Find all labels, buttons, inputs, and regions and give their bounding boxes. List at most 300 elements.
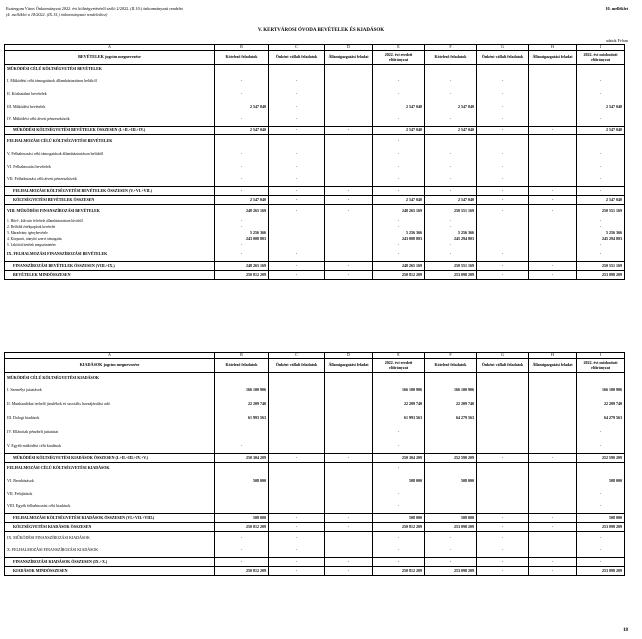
header-annex-number: 10. melléklet [605, 6, 628, 11]
cell-value: - [373, 426, 425, 440]
cell-value: 22 209 740 [373, 398, 425, 412]
cell-value: - [215, 161, 269, 174]
column-letter: B [215, 45, 269, 51]
cell-value [529, 475, 577, 488]
cell-value: - [425, 249, 477, 262]
cell-value: - [269, 249, 325, 262]
column-letter: B [215, 353, 269, 359]
cell-value [529, 440, 577, 454]
cell-value [529, 501, 577, 514]
cell-value [425, 426, 477, 440]
row-label: MŰKÖDÉSI CÉLÚ KÖLTSÉGVETÉSI KIADÁSOK [5, 373, 215, 384]
cell-value [325, 475, 373, 488]
cell-value: - [425, 219, 477, 225]
row-label: MŰKÖDÉSI CÉLÚ KÖLTSÉGVETÉSI BEVÉTELEK [5, 65, 215, 75]
cell-value: - [477, 75, 529, 88]
cell-value [325, 373, 373, 384]
cell-value [269, 440, 325, 454]
cell-value: - [529, 196, 577, 205]
cell-value: - [373, 225, 425, 231]
column-letter: F [425, 353, 477, 359]
income-row [5, 196, 625, 205]
expense-row [5, 523, 625, 532]
cell-value [325, 398, 373, 412]
expense-row [5, 426, 625, 440]
column-letter: I [577, 45, 625, 51]
cell-value: - [577, 174, 625, 187]
cell-value [325, 65, 373, 75]
row-label: I. Személyi juttatások [5, 384, 215, 398]
cell-value [215, 135, 269, 148]
row-label: MŰKÖDÉSI KÖLTSÉGVETÉSI BEVÉTELEK ÖSSZESEN (I.+II.+III.+IV.) [5, 127, 215, 135]
cell-value: 61 993 563 [373, 412, 425, 426]
header-annex-line: (4. melléklet a 18/2022. (IX.15.) önkormányzati rendelethez) [6, 12, 108, 17]
row-label: FINANSZÍROZÁSI BEVÉTELEK ÖSSZESEN (VIII.+IX.) [5, 262, 215, 271]
cell-value [529, 426, 577, 440]
cell-value: - [373, 114, 425, 127]
row-label: IV. Ellátottak pénzbeli juttatásai [5, 426, 215, 440]
cell-value: 508 000 [373, 475, 425, 488]
income-row [5, 135, 625, 148]
cell-value: - [269, 514, 325, 523]
cell-value: - [477, 161, 529, 174]
cell-value: - [425, 225, 477, 231]
column-letter: I [577, 353, 625, 359]
cell-value: 2 547 040 [577, 196, 625, 205]
cell-value: - [373, 532, 425, 545]
cell-value [529, 384, 577, 398]
cell-value: 5 256 366 [425, 231, 477, 237]
cell-value: 508 000 [425, 475, 477, 488]
cell-value [325, 101, 373, 114]
cell-value [325, 412, 373, 426]
cell-value: 253 098 209 [425, 523, 477, 532]
cell-value: - [373, 148, 425, 161]
income-row [5, 249, 625, 262]
cell-value: - [529, 558, 577, 567]
cell-value: 243 008 803 [215, 237, 269, 243]
unit-note: adatok Ft-ban [605, 38, 628, 43]
cell-value: - [425, 114, 477, 127]
row-label: III. Működési bevételek [5, 101, 215, 114]
cell-value: 166 100 906 [373, 384, 425, 398]
expense-row [5, 545, 625, 558]
cell-value: 245 294 803 [425, 237, 477, 243]
page-number: 18 [623, 628, 628, 633]
column-letter: D [325, 45, 373, 51]
row-label: II. Közhatalmi bevételek [5, 88, 215, 101]
cell-value: 253 098 209 [577, 523, 625, 532]
cell-value [269, 65, 325, 75]
cell-value: - [529, 567, 577, 576]
cell-value [529, 373, 577, 384]
cell-value: - [373, 243, 425, 249]
cell-value: 508 000 [215, 514, 269, 523]
cell-value: 250 551 169 [425, 205, 477, 219]
cell-value [325, 545, 373, 558]
expense-row [5, 412, 625, 426]
cell-value: - [325, 127, 373, 135]
cell-value [269, 384, 325, 398]
cell-value: - [269, 567, 325, 576]
cell-value: - [425, 187, 477, 196]
cell-value: - [325, 271, 373, 280]
column-letter: C [269, 353, 325, 359]
cell-value: - [325, 205, 373, 219]
cell-value: - [215, 174, 269, 187]
cell-value [577, 65, 625, 75]
column-header: 2022. évi módosított előirányzat [577, 359, 625, 373]
cell-value [529, 161, 577, 174]
cell-value [215, 488, 269, 501]
cell-value [577, 135, 625, 148]
cell-value: - [577, 148, 625, 161]
cell-value: 22 209 740 [215, 398, 269, 412]
cell-value [325, 161, 373, 174]
cell-value [325, 174, 373, 187]
cell-value [425, 488, 477, 501]
cell-value: 2 547 040 [577, 127, 625, 135]
cell-value: 508 000 [425, 514, 477, 523]
cell-value: 250 812 209 [215, 523, 269, 532]
cell-value [325, 88, 373, 101]
cell-value: - [529, 187, 577, 196]
page-title: V. KERTVÁROSI ÓVODA BEVÉTELEK ÉS KIADÁSOK [257, 28, 385, 33]
cell-value [529, 88, 577, 101]
cell-value: - [373, 488, 425, 501]
cell-value [269, 135, 325, 148]
cell-value: - [577, 532, 625, 545]
cell-value: - [269, 127, 325, 135]
cell-value: - [477, 249, 529, 262]
expense-row [5, 475, 625, 488]
cell-value [477, 384, 529, 398]
expense-row [5, 558, 625, 567]
row-label: IV. Működési célú átvett pénzeszközök [5, 114, 215, 127]
cell-value: 508 000 [577, 514, 625, 523]
cell-value [373, 65, 425, 75]
income-row [5, 88, 625, 101]
cell-value: 245 294 803 [577, 237, 625, 243]
cell-value [425, 135, 477, 148]
row-label: 5. Lekötött betétek megszüntetése [5, 243, 215, 249]
column-header: Államigazgatási feladat [529, 359, 577, 373]
cell-value: - [373, 174, 425, 187]
cell-value: 250 812 209 [373, 271, 425, 280]
income-row [5, 75, 625, 88]
cell-value [577, 463, 625, 475]
cell-value: - [477, 127, 529, 135]
cell-value [529, 65, 577, 75]
cell-value [325, 426, 373, 440]
cell-value: - [477, 532, 529, 545]
column-letter: A [5, 353, 215, 359]
income-row [5, 114, 625, 127]
cell-value: - [325, 262, 373, 271]
income-row [5, 262, 625, 271]
cell-value [477, 501, 529, 514]
column-header: Önként vállalt feladatok [269, 359, 325, 373]
expense-row [5, 463, 625, 475]
expense-row [5, 532, 625, 545]
cell-value: 2 547 040 [425, 127, 477, 135]
cell-value: - [215, 219, 269, 225]
cell-value: - [269, 161, 325, 174]
cell-value: - [215, 225, 269, 231]
row-label: BEVÉTELEK MINDÖSSZESEN [5, 271, 215, 280]
cell-value [373, 373, 425, 384]
expense-header-row [5, 359, 625, 373]
cell-value: 22 209 740 [425, 398, 477, 412]
cell-value: - [477, 514, 529, 523]
cell-value: - [269, 532, 325, 545]
column-letter: D [325, 353, 373, 359]
cell-value [477, 412, 529, 426]
cell-value: 166 100 906 [425, 384, 477, 398]
cell-value: - [269, 75, 325, 88]
cell-value: 508 000 [577, 475, 625, 488]
cell-value: - [373, 249, 425, 262]
row-label: VII. Felújítások [5, 488, 215, 501]
cell-value: - [269, 454, 325, 463]
cell-value: - [215, 114, 269, 127]
income-row [5, 205, 625, 219]
expense-row [5, 488, 625, 501]
row-label: FELHALMOZÁSI KÖLTSÉGVETÉSI BEVÉTELEK ÖSSZESEN (V.+VI.+VII.) [5, 187, 215, 196]
cell-value: - [373, 135, 425, 148]
cell-value: 22 209 740 [577, 398, 625, 412]
cell-value: 253 098 209 [577, 271, 625, 280]
cell-value: 2 547 040 [215, 127, 269, 135]
cell-value: 252 590 209 [425, 454, 477, 463]
cell-value: 250 812 209 [373, 567, 425, 576]
cell-value: - [425, 88, 477, 101]
cell-value [477, 463, 529, 475]
cell-value [325, 440, 373, 454]
column-letter: A [5, 45, 215, 51]
cell-value: - [425, 545, 477, 558]
cell-value: - [373, 219, 425, 225]
cell-value: - [477, 205, 529, 219]
cell-value: 5 256 366 [215, 231, 269, 237]
cell-value: - [215, 75, 269, 88]
expense-table [4, 352, 625, 576]
cell-value: - [577, 488, 625, 501]
cell-value: - [477, 558, 529, 567]
cell-value: - [373, 187, 425, 196]
cell-value [577, 373, 625, 384]
cell-value: - [529, 454, 577, 463]
cell-value: 250 812 209 [215, 271, 269, 280]
column-header: Kötelező feladatok [425, 359, 477, 373]
row-label: 4. Központi, irányító szervi támogatás [5, 237, 215, 243]
cell-value: - [425, 161, 477, 174]
cell-value: - [529, 205, 577, 219]
cell-value: - [215, 187, 269, 196]
cell-value: 508 000 [215, 475, 269, 488]
row-label: KÖLTSÉGVETÉSI BEVÉTELEK ÖSSZESEN [5, 196, 215, 205]
cell-value: - [425, 558, 477, 567]
cell-value: - [577, 187, 625, 196]
cell-value [477, 65, 529, 75]
income-row [5, 174, 625, 187]
expense-row [5, 384, 625, 398]
cell-value: - [529, 271, 577, 280]
cell-value [325, 135, 373, 148]
cell-value: 248 265 169 [215, 262, 269, 271]
cell-value: - [373, 440, 425, 454]
income-table [4, 44, 625, 280]
cell-value [529, 75, 577, 88]
row-label: FELHALMOZÁSI KÖLTSÉGVETÉSI KIADÁSOK ÖSSZESEN (VI.+VII.+VIII.) [5, 514, 215, 523]
cell-value [269, 488, 325, 501]
column-letter: E [373, 45, 425, 51]
cell-value: - [577, 219, 625, 225]
cell-value: - [269, 205, 325, 219]
cell-value: 5 256 366 [577, 231, 625, 237]
cell-value: - [373, 161, 425, 174]
cell-value [425, 463, 477, 475]
income-row [5, 148, 625, 161]
cell-value: 166 100 906 [577, 384, 625, 398]
cell-value: - [425, 174, 477, 187]
row-label: FELHALMOZÁSI CÉLÚ KÖLTSÉGVETÉSI BEVÉTELEK [5, 135, 215, 148]
row-label: II. Munkaadókat terhelő járulékok és szociális hozzájárulási adó [5, 398, 215, 412]
cell-value [215, 65, 269, 75]
cell-value: - [215, 440, 269, 454]
cell-value: - [425, 243, 477, 249]
row-label: KIADÁSOK MINDÖSSZESEN [5, 567, 215, 576]
column-letter: G [477, 353, 529, 359]
cell-value: - [529, 514, 577, 523]
cell-value [477, 373, 529, 384]
cell-value [325, 148, 373, 161]
column-letter: F [425, 45, 477, 51]
cell-value: - [477, 174, 529, 187]
cell-value: - [425, 75, 477, 88]
cell-value: - [325, 558, 373, 567]
cell-value: - [577, 88, 625, 101]
cell-value [529, 174, 577, 187]
cell-value [477, 475, 529, 488]
cell-value: - [269, 545, 325, 558]
column-header: Államigazgatási feladat [529, 51, 577, 65]
cell-value: - [269, 271, 325, 280]
cell-value: - [477, 567, 529, 576]
cell-value: 248 265 169 [373, 262, 425, 271]
cell-value: 250 551 169 [577, 205, 625, 219]
cell-value: 250 812 209 [215, 567, 269, 576]
column-letter: H [529, 45, 577, 51]
cell-value: 2 547 040 [215, 101, 269, 114]
cell-value: 166 100 906 [215, 384, 269, 398]
row-label: V. Felhalmozási célú támogatások államháztartáson belülről [5, 148, 215, 161]
cell-value: 64 279 563 [577, 412, 625, 426]
cell-value [325, 114, 373, 127]
cell-value: - [325, 187, 373, 196]
column-header: BEVÉTELEK jogcím megnevezése [5, 51, 215, 65]
cell-value [477, 426, 529, 440]
column-header: Önként vállalt feladatok [477, 51, 529, 65]
cell-value [477, 440, 529, 454]
cell-value [529, 532, 577, 545]
expense-row [5, 501, 625, 514]
cell-value: - [325, 514, 373, 523]
row-label: FELHALMOZÁSI CÉLÚ KÖLTSÉGVETÉSI KIADÁSOK [5, 463, 215, 475]
income-row [5, 101, 625, 114]
cell-value: - [425, 532, 477, 545]
row-label: IX. FELHALMOZÁSI FINANSZÍROZÁSI BEVÉTELEK [5, 249, 215, 262]
row-label: IX. MŰKÖDÉSI FINANSZÍROZÁSI KIADÁSOK [5, 532, 215, 545]
row-label: KÖLTSÉGVETÉSI KIADÁSOK ÖSSZESEN [5, 523, 215, 532]
cell-value [215, 373, 269, 384]
cell-value: - [373, 463, 425, 475]
column-letter: G [477, 45, 529, 51]
cell-value: - [477, 187, 529, 196]
cell-value: 2 547 040 [425, 101, 477, 114]
cell-value: - [325, 567, 373, 576]
column-header: 2022. évi eredeti előirányzat [373, 359, 425, 373]
cell-value [269, 373, 325, 384]
cell-value: 248 265 169 [215, 205, 269, 219]
cell-value: - [373, 75, 425, 88]
cell-value [269, 426, 325, 440]
cell-value: - [577, 114, 625, 127]
cell-value [325, 532, 373, 545]
column-header: Kötelező feladatok [425, 51, 477, 65]
column-header: Önként vállalt feladatok [477, 359, 529, 373]
row-label: X. FELHALMOZÁSI FINANSZÍROZÁSI KIADÁSOK [5, 545, 215, 558]
cell-value [325, 463, 373, 475]
cell-value: 5 256 366 [373, 231, 425, 237]
cell-value: - [269, 174, 325, 187]
row-label: VIII. MŰKÖDÉSI FINANSZÍROZÁSI BEVÉTELEK [5, 205, 215, 219]
cell-value [529, 545, 577, 558]
cell-value: - [477, 545, 529, 558]
cell-value: 250 304 209 [215, 454, 269, 463]
cell-value: - [477, 114, 529, 127]
cell-value: - [577, 243, 625, 249]
cell-value: - [577, 75, 625, 88]
cell-value: 253 098 209 [425, 271, 477, 280]
cell-value: - [269, 523, 325, 532]
cell-value: - [477, 196, 529, 205]
cell-value: 2 547 040 [425, 196, 477, 205]
income-row [5, 271, 625, 280]
cell-value [529, 135, 577, 148]
expense-row [5, 454, 625, 463]
row-label: I. Működési célú támogatások államháztartáson belülről [5, 75, 215, 88]
cell-value: 250 812 209 [373, 523, 425, 532]
cell-value [269, 501, 325, 514]
cell-value: - [577, 440, 625, 454]
cell-value: 2 547 040 [373, 196, 425, 205]
cell-value: - [269, 148, 325, 161]
column-header: Önként vállalt feladatok [269, 51, 325, 65]
cell-value: 2 547 040 [215, 196, 269, 205]
column-header: 2022. évi eredeti előirányzat [373, 51, 425, 65]
cell-value [477, 135, 529, 148]
expense-row [5, 398, 625, 412]
column-letter: C [269, 45, 325, 51]
cell-value [425, 440, 477, 454]
cell-value: - [269, 558, 325, 567]
row-label: III. Dologi kiadások [5, 412, 215, 426]
cell-value: - [529, 262, 577, 271]
income-row [5, 187, 625, 196]
cell-value [269, 412, 325, 426]
income-row [5, 161, 625, 174]
